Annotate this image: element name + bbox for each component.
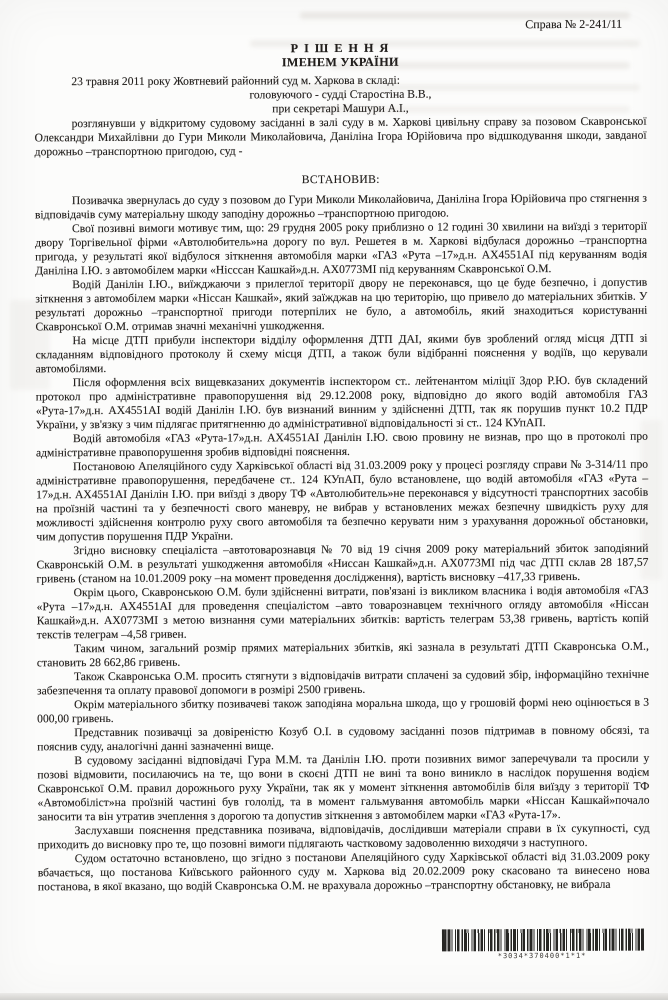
body-paragraph: В судовому засіданні відповідачі Гура М.М. та Данілін І.Ю. проти позивних вимог заперечували та просили у позові відмовити, посилаючись на те, що вони в скоєні ДТП не вині та воно виникло в наслідок порушення водієм Скавронської О.М. правил дорожнього руху України, так як у момент зіткнення автомобілів біля виїзду з території ТФ «Автомобіліст»на проїзній частині був гололід, та в момент гальмування автомобіль марки «Ніссан Кашкай»почало заносити та він утратив зчеплення з дорогою та допустив зіткнення з автомобілем марки «ГАЗ «Рута-17». — [37, 751, 650, 824]
body-paragraph: Свої позивні вимоги мотивує тим, що: 29 грудня 2005 року приблизно о 12 годині 30 хвилини на виїзді з території двору Торгівельної фірми «Автолюбитель»на дорогу по вул. Решетея в м. Харкові відбулася дорожньо –транспортна пригода, у результаті якої відбулося зіткнення автомобіля марки «ГАЗ «Рута –17»д.н. АХ4551АІ під керуванням водія Даніліна І.Ю. з автомобілем марки «Нісссан Кашкай»д.н. АХ0773МІ під керуванням Скавронської О.М. — [35, 219, 648, 278]
document-content — [34, 17, 650, 895]
barcode-block — [442, 929, 642, 961]
document-title: Р І Ш Е Н Н Я — [290, 40, 390, 56]
body-paragraph: Постановою Апеляційного суду Харківської області від 31.03.2009 року у процесі розгляду справи № 3-314/11 про адміністративне правопорушення, передбачене ст.. 124 КУпАП, було встановлене, що водій автомобіля «ГАЗ «Рута –17»д.н. АХ4551АІ Данілін І.Ю. при виїзді з двору ТФ «Автолюбитель»не переконався у відсутності транспортних засобів на проїзній частині та у безпечності свого маневру, не вибрав у встановлених межах безпечну швидкість руху для можливості здійснення контролю руху свого автомобіля та безпечно керувати ним з урахування дорожньої обстановки, чим допустив порушення ПДР України. — [36, 457, 649, 544]
case-number: Справа № 2-241/11 — [525, 16, 623, 32]
scan-bottom-edge — [0, 993, 668, 1000]
body-paragraph: Заслухавши пояснення представника позивача, відповідачів, дослідивши матеріали справи в їх сукупності, суд приходить до висновку про те, що позовні вимоги підлягають частковому задоволенню виходячи з наступного. — [37, 821, 650, 852]
section-heading: ВСТАНОВИВ: — [301, 172, 380, 187]
document-subtitle: ІМЕНЕМ УКРАЇНИ — [281, 54, 399, 70]
body-paragraph: Також Скавронська О.М. просить стягнути з відповідачів витрати сплачені за судовий збір, інформаційно технічне забезпечення та оплату правової допомоги в розмірі 2500 гривень. — [36, 667, 649, 698]
body-paragraph: Після оформлення всіх вищевказаних документів інспектором ст.. лейтенантом міліції Здор Р.Ю. був складений протокол про адміністративне правопорушення від 29.12.2008 року, відповідно до якого водій автомобіля ГАЗ «Рута-17»д.н. АХ4551АІ водій Данілін І.Ю. був визнаний винним у здійсненні ДТП, так як порушив пункт 10.2 ПДР України, у зв'язку з чим підлягає притягненню до адміністративної відповідальності зі ст.. 124 КУпАП. — [35, 373, 648, 432]
body-paragraph: Позивачка звернулась до суду з позовом до Гури Миколи Миколайовича, Даніліна Ігора Юрійовича про стягнення з відповідачів суму матеріальну шкоду заподіну дорожньо –транспортною пригодою. — [34, 191, 647, 222]
judge-line: головуючого - судді Старостіна В.В., — [249, 87, 432, 102]
body-paragraph: Окрім цього, Скавронською О.М. були здійсненні витрати, пов'язані із викликом власника і водія автомобіля «ГАЗ «Рута –17»д.н. АХ4551АІ для проведення спеціалістом –авто товарознавцем технічного огляду автомобіля «Ніссан Кашкай»д.н. АХ0773МІ з метою визнання суми матеріальних збитків: вартість телеграм 53,38 гривень, вартість копій текстів телеграм –4,58 гривен. — [36, 583, 649, 642]
body-paragraph: Водій автомобіля «ГАЗ «Рута-17»д.н. АХ4551АІ Данілін І.Ю. свою провину не визнав, про що в протоколі про адміністративне правопорушення зробив відповідні пояснення. — [35, 429, 648, 460]
barcode — [442, 929, 644, 952]
body-paragraph: Окрім матеріального збитку позивачеві також заподіяна моральна шкода, що у грошовій формі нею оцінюється в 3 000,00 гривень. — [37, 695, 650, 726]
body-paragraph: Таким чином, загальний розмір прямих матеріальних збитків, які зазнала в результаті ДТП Скавронська О.М., становить 28 662,86 гривень. — [36, 639, 649, 670]
body-paragraph: Представник позивачці за довіреністю Козуб О.І. в судовому засіданні позов підтримав в повному обсязі, та пояснив суду, аналогічні данні зазначенні вище. — [37, 723, 650, 754]
barcode-caption: *3034*370400*1*1* — [497, 951, 587, 961]
body-paragraph: Судом остаточно встановлено, що згідно з постанови Апеляційного суду Харківської області від 31.03.2009 року вбачається, що постанова Київського районного суду м. Харкова від 20.02.2009 року скасовано та винесено нова постанова, в якої вказано, що водій Скавронська О.М. не врахувала дорожньо –транспортну обстановку, не вибрала — [37, 849, 650, 894]
body-paragraph: На місце ДТП прибули інспектори відділу оформлення ДТП ДАІ, якими був зроблений огляд місця ДТП зі складанням відповідного протоколу й схему місця ДТП, а також були відібранні пояснення у водіїв, що керували автомобілями. — [35, 331, 648, 376]
preamble-paragraph: розглянувши у відкритому судовому засіданні в залі суду в м. Харкові цивільну справу за позовом Скавронської Олександри Михайлівни до Гури Миколи Миколайовича, Даніліна Ігора Юрійовича про відшкодування шкоди, завданої дорожньо –транспортною пригодою, суд - — [34, 114, 647, 159]
court-date-line: 23 травня 2011 року Жовтневий районний суд м. Харкова в складі: — [71, 73, 400, 89]
body-paragraph: Згідно висновку спеціаліста –автотоварознавця № 70 від 19 січня 2009 року матеріальний збиток заподіяний Скавронській О.М. в результаті ушкодження автомобіля «Ниссан Кашкай»д.н. АХ0773МІ під час ДТП склав 28 187,57 гривень (станом на 10.01.2009 року –на момент проведення дослідження), вартість висновку –417,33 гривень. — [36, 541, 649, 586]
body-paragraph: Водій Данілін І.Ю., виїжджаючи з прилеглої території двору не переконався, що це буде безпечно, і допустив зіткнення з автомобілем марки «Ніссан Кашкай», який заїжджав на цю територію, що привело до матеріальних збитків. У результаті дорожньо –транспортної пригоди потерпілих не було, а автомобіль, який знаходиться користуванні Скавронської О.М. отримав значні механічні ушкодження. — [35, 275, 648, 334]
secretary-line: при секретарі Машури А.І., — [272, 101, 409, 116]
